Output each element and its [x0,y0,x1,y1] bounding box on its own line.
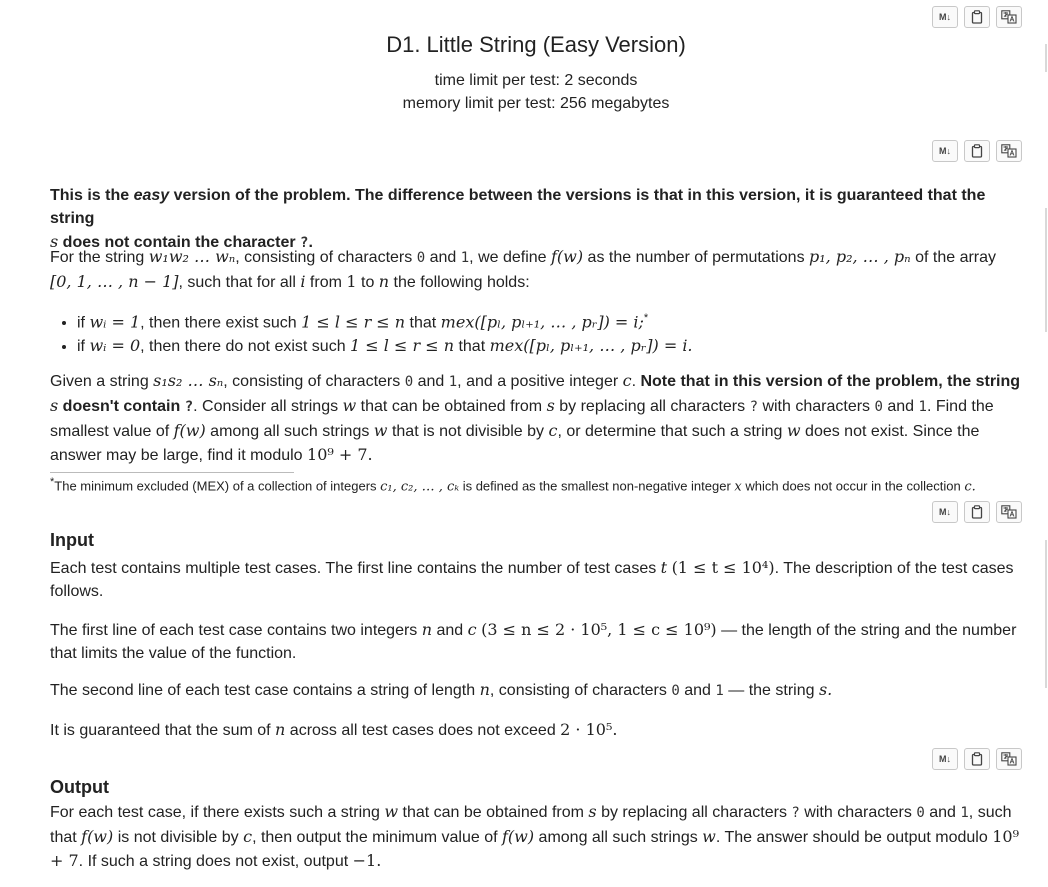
problem-title: D1. Little String (Easy Version) [386,32,686,57]
text: It is guaranteed that the sum of [50,722,276,739]
code-qmark: ? [791,805,800,821]
math-t-bounds: (1 ≤ t ≤ 10⁴) [671,558,775,577]
code-zero: 0 [916,805,925,821]
math-s: s [546,396,555,415]
text: , we define [469,249,551,266]
text: , and a positive integer [457,373,623,390]
text: — the length of the string and the number that limits the value of the function. [50,622,1017,662]
math-w: w [702,827,716,846]
text: version of the problem. The difference between the versions is that in this version, it is guaranteed that the string [50,187,986,227]
text: that [454,338,490,356]
markdown-icon: M↓ [939,12,951,22]
text-emphasis: easy [133,187,170,204]
markdown-icon: M↓ [939,754,951,764]
math-w: w [384,802,399,821]
math-i: i [300,272,306,291]
text: that [405,314,441,332]
math-minus-one: −1. [352,851,382,870]
math-c: c [467,620,477,639]
text: The second line of each test case contains a string of length [50,682,480,699]
text: , such that [50,804,1012,846]
copy-button[interactable] [964,6,990,28]
text: . Consider all strings [193,398,343,415]
clipboard-icon [971,752,983,766]
math-s: s [50,396,59,415]
text: , consisting of characters [235,249,417,266]
copy-button[interactable] [964,140,990,162]
text: does not exist. Since the answer may be large, find it modulo [50,423,980,464]
text: Given a string [50,373,154,390]
text: . The description of the test cases follows. [50,560,1014,600]
math-n: n [275,720,286,739]
translate-button[interactable] [996,501,1022,523]
code-one: 1 [715,683,724,699]
footnote-marker[interactable]: * [643,312,649,324]
math-c: c [243,827,253,846]
math-n: n [479,680,490,699]
math-perm: p₁, p₂, … , pₙ [809,247,911,266]
math-array: [0, 1, … , n − 1] [50,272,179,291]
toolbar-header [932,6,1022,28]
definition-paragraph [50,245,1025,294]
text: The first line of each test case contains two integers [50,622,422,639]
markdown-copy-button[interactable] [932,6,958,28]
text: , or determine that such a string [557,423,787,440]
memory-limit: memory limit per test: 256 megabytes [402,95,670,112]
text: among all such strings [205,423,374,440]
translate-button[interactable] [996,140,1022,162]
footnote-marker: * [50,476,55,488]
input-paragraph-4 [50,718,1025,742]
math-w-string: w₁w₂ … wₙ [148,247,236,266]
math-fw: f(w) [81,827,114,846]
math-mex1: mex([pₗ, pₗ₊₁, … , pᵣ]) = i; [440,312,644,332]
math-range: 1 ≤ l ≤ r ≤ n [350,336,455,356]
markdown-copy-button[interactable] [932,748,958,770]
text: and [882,398,919,415]
math-fw: f(w) [173,421,206,440]
code-qmark: ? [749,399,758,415]
right-border-mid [1045,208,1047,332]
math-mex0: mex([pₗ, pₗ₊₁, … , pᵣ]) = i. [489,336,693,356]
math-s: s. [818,680,833,699]
text: , consisting of characters [223,373,405,390]
text: . [631,373,641,390]
text: — the string [723,682,819,699]
translate-icon [1001,10,1017,24]
code-one: 1 [460,250,470,266]
text: , consisting of characters [489,682,672,699]
text: of the array [910,249,997,266]
code-zero: 0 [416,250,426,266]
list-item [77,307,1025,334]
time-limit: time limit per test: 2 seconds [434,72,638,89]
text: from [305,274,347,291]
math-c: c. [964,479,976,495]
output-paragraph [50,800,1025,873]
code-zero: 0 [874,399,883,415]
text: , then output the minimum value of [252,829,502,846]
math-collection: c₁, c₂, … , cₖ [380,479,460,495]
text: does not contain the character [58,234,301,251]
text: . Find the smallest value of [50,398,994,440]
text-bold: doesn't contain [58,398,185,415]
text: that can be obtained from [398,804,589,821]
math-w: w [786,421,801,440]
math-fw: f(w) [501,827,535,846]
text: to [356,274,379,291]
clipboard-icon [971,505,983,519]
text: . The answer should be output modulo [715,829,993,846]
math-nc-bounds: (3 ≤ n ≤ 2 · 10⁵, 1 ≤ c ≤ 10⁹) [481,620,717,639]
toolbar-input [932,501,1022,523]
translate-icon [1001,144,1017,158]
code-zero: 0 [671,683,680,699]
markdown-copy-button[interactable] [932,140,958,162]
math-mod: 10⁹ + 7 [50,827,1019,870]
translate-icon [1001,752,1017,766]
code-one: 1 [960,805,969,821]
markdown-icon: M↓ [939,507,951,517]
math-t: t [660,558,668,577]
math-w: w [373,421,388,440]
text: and [425,249,461,266]
input-heading: Input [50,530,94,550]
text: This is the [50,187,134,204]
math-one: 1 [346,272,357,291]
translate-button[interactable] [996,6,1022,28]
list-item [77,334,1025,358]
input-paragraph-1 [50,556,1025,603]
math-cond0: wᵢ = 0 [89,336,141,356]
text: the following holds: [389,274,530,291]
text: with characters [799,804,917,821]
copy-button[interactable] [964,501,990,523]
text: is defined as the smallest non-negative integer [459,478,735,494]
copy-button[interactable] [964,748,990,770]
code-char: ? [300,235,309,251]
text: , then there do not exist such [140,338,351,356]
text: by replacing all characters [596,804,792,821]
code-one: 1 [918,399,927,415]
input-paragraph-2 [50,618,1025,665]
text: , such that for all [178,274,301,291]
code-zero: 0 [404,374,414,390]
input-paragraph-3 [50,678,1025,703]
code-qmark: ? [184,399,194,415]
condition-list [50,307,1025,358]
text: Each test contains multiple test cases. The first line contains the number of test cases [50,560,661,577]
text: is not divisible by [113,829,244,846]
clipboard-icon [971,144,983,158]
text: that can be obtained from [356,398,547,415]
text: that is not divisible by [387,423,549,440]
markdown-icon: M↓ [939,146,951,156]
math-s-string: s₁s₂ … sₙ [153,371,224,390]
text: with characters [758,398,875,415]
text: For each test case, if there exists such a string [50,804,385,821]
math-x: x [734,479,742,495]
toolbar-statement [932,140,1022,162]
code-one: 1 [448,374,458,390]
text: and [432,622,468,639]
math-cond1: wᵢ = 1 [89,312,141,332]
text: if [77,314,90,332]
math-c: c [548,421,558,440]
text: and [679,682,716,699]
markdown-copy-button[interactable] [932,501,958,523]
footnote-divider [50,472,294,473]
math-c: c [622,371,632,390]
footnote [50,476,1025,494]
math-range: 1 ≤ l ≤ r ≤ n [301,312,406,332]
math-fw: f(w) [551,247,584,266]
text: and [924,804,961,821]
text: which does not occur in the collection [741,478,965,494]
clipboard-icon [971,10,983,24]
text: as the number of permutations [583,249,810,266]
text: . [308,234,313,251]
text: across all test cases does not exceed [285,722,561,739]
text: if [77,338,90,356]
text: and [413,373,449,390]
output-heading: Output [50,777,109,797]
math-w: w [342,396,357,415]
text: by replacing all characters [554,398,750,415]
text: The minimum excluded (MEX) of a collection of integers [54,478,381,494]
math-s: s [588,802,597,821]
translate-button[interactable] [996,748,1022,770]
task-paragraph [50,369,1025,467]
text: among all such strings [534,829,703,846]
math-n: n [421,620,433,639]
text: For the string [50,249,149,266]
toolbar-output [932,748,1022,770]
text: . If such a string does not exist, output [78,853,353,870]
math-n: n [378,272,390,291]
text-bold: Note that in this version of the problem, the string [640,373,1021,390]
math-mod: 10⁹ + 7. [307,445,373,464]
math-s: s [50,232,59,251]
translate-icon [1001,505,1017,519]
right-border-low [1045,540,1047,688]
text: , then there exist such [140,314,302,332]
math-sum-bound: 2 · 10⁵. [560,720,618,739]
